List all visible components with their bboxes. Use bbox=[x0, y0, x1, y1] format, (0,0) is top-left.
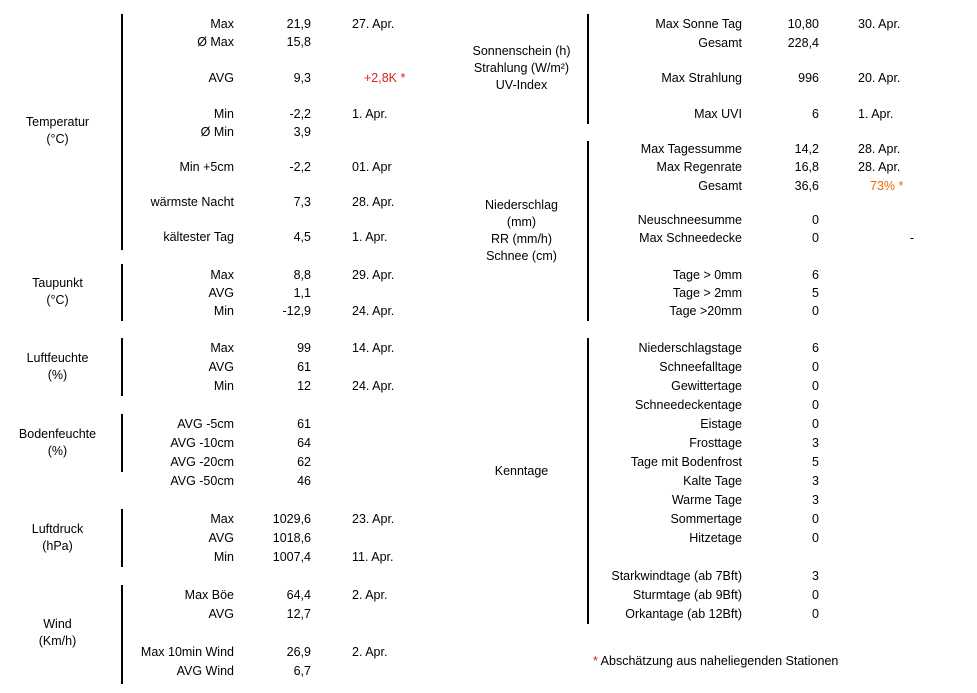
kenntage-row-label: Starkwindtage (ab 7Bft) bbox=[611, 569, 742, 583]
sonne-row-value: 6 bbox=[812, 107, 819, 121]
wind-divider bbox=[121, 585, 123, 684]
wind-row-value: 6,7 bbox=[293, 664, 311, 678]
kenntage-row-value: 0 bbox=[812, 379, 819, 393]
niederschlag-row-label: Max Schneedecke bbox=[639, 231, 742, 245]
wind-title-line: Wind bbox=[43, 617, 72, 631]
niederschlag-row-value: 0 bbox=[812, 231, 819, 245]
kenntage-row-label: Hitzetage bbox=[689, 531, 742, 545]
taupunkt-title-line: (°C) bbox=[46, 293, 69, 307]
kenntage-row-label: Tage mit Bodenfrost bbox=[630, 455, 742, 469]
niederschlag-row-label: Gesamt bbox=[698, 179, 742, 193]
wind-row-value: 64,4 bbox=[286, 588, 311, 602]
wind-row-label: AVG Wind bbox=[176, 664, 234, 678]
kenntage-row-label: Gewittertage bbox=[671, 379, 742, 393]
wind-row-label: Max Böe bbox=[184, 588, 234, 602]
kenntage-row-value: 0 bbox=[812, 360, 819, 374]
kenntage-row-value: 0 bbox=[812, 607, 819, 621]
wind-row-value: 26,9 bbox=[286, 645, 311, 659]
niederschlag-divider bbox=[587, 141, 589, 321]
kenntage-row-value: 0 bbox=[812, 512, 819, 526]
temperatur-row-label: Min bbox=[213, 107, 234, 121]
temperatur-title-line: Temperatur bbox=[25, 115, 90, 129]
sonne-row-label: Max UVI bbox=[694, 107, 742, 121]
luftfeuchte-row-value: 99 bbox=[297, 341, 311, 355]
taupunkt-row-date: 29. Apr. bbox=[352, 268, 395, 282]
temperatur-row-label: kältester Tag bbox=[163, 230, 234, 244]
kenntage-row-value: 0 bbox=[812, 417, 819, 431]
sonne-title-line: Sonnenschein (h) bbox=[472, 44, 571, 58]
kenntage-row-label: Eistage bbox=[700, 417, 742, 431]
sonne-row-label: Gesamt bbox=[698, 36, 742, 50]
bodenfeuchte-row-label: AVG -10cm bbox=[170, 436, 234, 450]
bodenfeuchte-title-line: (%) bbox=[47, 444, 68, 458]
bodenfeuchte-row-label: AVG -50cm bbox=[170, 474, 234, 488]
wind-row-label: Max 10min Wind bbox=[140, 645, 234, 659]
temperatur-row-date: 01. Apr bbox=[352, 160, 392, 174]
temperatur-row-label: AVG bbox=[208, 71, 234, 85]
temperatur-row-label: wärmste Nacht bbox=[150, 195, 234, 209]
luftdruck-row-date: 11. Apr. bbox=[352, 550, 394, 564]
bodenfeuchte-title-line: Bodenfeuchte bbox=[18, 427, 97, 441]
luftfeuchte-row-date: 24. Apr. bbox=[352, 379, 395, 393]
kenntage-row-value: 5 bbox=[812, 455, 819, 469]
footnote-star: * bbox=[593, 654, 598, 668]
wind-row-label: AVG bbox=[208, 607, 234, 621]
kenntage-row-label: Orkantage (ab 12Bft) bbox=[625, 607, 742, 621]
niederschlag-title-line: RR (mm/h) bbox=[490, 232, 553, 246]
temperatur-row-value: 9,3 bbox=[293, 71, 311, 85]
niederschlag-title-line: Niederschlag bbox=[485, 198, 558, 212]
sonne-title-line: Strahlung (W/m²) bbox=[473, 61, 570, 75]
taupunkt-row-value: 8,8 bbox=[293, 268, 311, 282]
sonne-row-value: 996 bbox=[798, 71, 819, 85]
kenntage-title-line: Kenntage bbox=[494, 464, 549, 478]
niederschlag-row-value: 6 bbox=[812, 268, 819, 282]
kenntage-row-label: Kalte Tage bbox=[683, 474, 742, 488]
wind-row-date: 2. Apr. bbox=[352, 588, 388, 602]
sonne-row-date: 30. Apr. bbox=[858, 17, 901, 31]
wind-row-value: 12,7 bbox=[286, 607, 311, 621]
wind-title-line: (Km/h) bbox=[38, 634, 77, 648]
niederschlag-row-value: 14,2 bbox=[794, 142, 819, 156]
bodenfeuchte-row-value: 46 bbox=[297, 474, 311, 488]
luftfeuchte-row-label: Max bbox=[210, 341, 234, 355]
temperatur-row-value: 21,9 bbox=[286, 17, 311, 31]
sonne-row-value: 228,4 bbox=[787, 36, 819, 50]
luftdruck-row-label: Max bbox=[210, 512, 234, 526]
temperatur-row-value: 15,8 bbox=[286, 35, 311, 49]
temperatur-row-date: 1. Apr. bbox=[352, 107, 388, 121]
bodenfeuchte-row-label: AVG -5cm bbox=[177, 417, 234, 431]
kenntage-row-value: 3 bbox=[812, 569, 819, 583]
niederschlag-row-label: Tage >20mm bbox=[669, 304, 742, 318]
kenntage-row-value: 3 bbox=[812, 436, 819, 450]
footnote bbox=[593, 654, 838, 669]
niederschlag-row-label: Tage > 2mm bbox=[672, 286, 742, 300]
luftdruck-row-value: 1029,6 bbox=[272, 512, 311, 526]
temperatur-row-date: 1. Apr. bbox=[352, 230, 388, 244]
temperatur-row-value: 3,9 bbox=[293, 125, 311, 139]
luftdruck-row-label: AVG bbox=[208, 531, 234, 545]
temperatur-row-value: -2,2 bbox=[289, 107, 311, 121]
luftfeuchte-divider bbox=[121, 338, 123, 396]
temperatur-row-value: -2,2 bbox=[289, 160, 311, 174]
luftfeuchte-row-date: 14. Apr. bbox=[352, 341, 395, 355]
niederschlag-title-line: Schnee (cm) bbox=[486, 249, 557, 263]
temperatur-row-label: Ø Max bbox=[197, 35, 234, 49]
niederschlag-row-date: 28. Apr. bbox=[858, 142, 901, 156]
sonne-title-line: UV-Index bbox=[495, 78, 548, 92]
niederschlag-row-date: 73% * bbox=[870, 179, 904, 193]
temperatur-row-label: Ø Min bbox=[200, 125, 234, 139]
taupunkt-title-line: Taupunkt bbox=[32, 276, 83, 290]
taupunkt-row-label: Max bbox=[210, 268, 234, 282]
temperatur-title-line: (°C) bbox=[46, 132, 69, 146]
temperatur-row-date: +2,8K * bbox=[364, 71, 406, 85]
niederschlag-row-value: 0 bbox=[812, 304, 819, 318]
niederschlag-title-line: (mm) bbox=[506, 215, 537, 229]
temperatur-row-value: 7,3 bbox=[293, 195, 311, 209]
luftfeuchte-title-line: Luftfeuchte bbox=[26, 351, 89, 365]
footnote-text: Abschätzung aus naheliegenden Stationen bbox=[600, 654, 839, 668]
bodenfeuchte-row-label: AVG -20cm bbox=[170, 455, 234, 469]
kenntage-row-label: Sommertage bbox=[670, 512, 742, 526]
sonne-row-date: 1. Apr. bbox=[858, 107, 894, 121]
taupunkt-row-label: AVG bbox=[208, 286, 234, 300]
luftfeuchte-row-value: 61 bbox=[297, 360, 311, 374]
kenntage-row-label: Schneefalltage bbox=[659, 360, 742, 374]
taupunkt-row-value: -12,9 bbox=[282, 304, 311, 318]
sonne-row-label: Max Strahlung bbox=[661, 71, 742, 85]
luftdruck-divider bbox=[121, 509, 123, 567]
kenntage-row-value: 3 bbox=[812, 474, 819, 488]
luftfeuchte-row-label: AVG bbox=[208, 360, 234, 374]
wind-row-date: 2. Apr. bbox=[352, 645, 388, 659]
sonne-row-date: 20. Apr. bbox=[858, 71, 901, 85]
luftfeuchte-row-value: 12 bbox=[297, 379, 311, 393]
kenntage-row-label: Warme Tage bbox=[671, 493, 742, 507]
kenntage-row-value: 0 bbox=[812, 531, 819, 545]
bodenfeuchte-divider bbox=[121, 414, 123, 472]
taupunkt-row-date: 24. Apr. bbox=[352, 304, 395, 318]
luftdruck-row-value: 1007,4 bbox=[272, 550, 311, 564]
niederschlag-row-value: 5 bbox=[812, 286, 819, 300]
luftdruck-row-date: 23. Apr. bbox=[352, 512, 395, 526]
temperatur-row-value: 4,5 bbox=[293, 230, 311, 244]
sonne-row-value: 10,80 bbox=[787, 17, 819, 31]
luftdruck-row-label: Min bbox=[213, 550, 234, 564]
kenntage-row-label: Schneedeckentage bbox=[634, 398, 742, 412]
niederschlag-row-label: Max Tagessumme bbox=[640, 142, 742, 156]
niederschlag-row-label: Tage > 0mm bbox=[672, 268, 742, 282]
temperatur-row-date: 28. Apr. bbox=[352, 195, 395, 209]
temperatur-divider bbox=[121, 14, 123, 250]
temperatur-row-label: Min +5cm bbox=[179, 160, 234, 174]
luftfeuchte-row-label: Min bbox=[213, 379, 234, 393]
niederschlag-row-value: 0 bbox=[812, 213, 819, 227]
bodenfeuchte-row-value: 62 bbox=[297, 455, 311, 469]
kenntage-row-value: 0 bbox=[812, 398, 819, 412]
kenntage-row-value: 0 bbox=[812, 588, 819, 602]
luftdruck-title-line: Luftdruck bbox=[31, 522, 84, 536]
kenntage-row-label: Frosttage bbox=[689, 436, 742, 450]
kenntage-row-label: Niederschlagstage bbox=[638, 341, 742, 355]
sonne-row-label: Max Sonne Tag bbox=[655, 17, 742, 31]
kenntage-divider bbox=[587, 338, 589, 624]
luftfeuchte-title-line: (%) bbox=[47, 368, 68, 382]
luftdruck-title-line: (hPa) bbox=[42, 539, 73, 553]
niederschlag-row-label: Max Regenrate bbox=[656, 160, 742, 174]
niederschlag-row-value: 16,8 bbox=[794, 160, 819, 174]
bodenfeuchte-row-value: 64 bbox=[297, 436, 311, 450]
taupunkt-row-label: Min bbox=[213, 304, 234, 318]
niederschlag-row-value: 36,6 bbox=[794, 179, 819, 193]
bodenfeuchte-row-value: 61 bbox=[297, 417, 311, 431]
kenntage-row-label: Sturmtage (ab 9Bft) bbox=[632, 588, 742, 602]
niederschlag-row-label: Neuschneesumme bbox=[637, 213, 742, 227]
temperatur-row-label: Max bbox=[210, 17, 234, 31]
temperatur-row-date: 27. Apr. bbox=[352, 17, 395, 31]
taupunkt-divider bbox=[121, 264, 123, 321]
kenntage-row-value: 3 bbox=[812, 493, 819, 507]
taupunkt-row-value: 1,1 bbox=[293, 286, 311, 300]
kenntage-row-value: 6 bbox=[812, 341, 819, 355]
luftdruck-row-value: 1018,6 bbox=[272, 531, 311, 545]
niederschlag-row-date: 28. Apr. bbox=[858, 160, 901, 174]
niederschlag-row-date: - bbox=[909, 231, 914, 245]
